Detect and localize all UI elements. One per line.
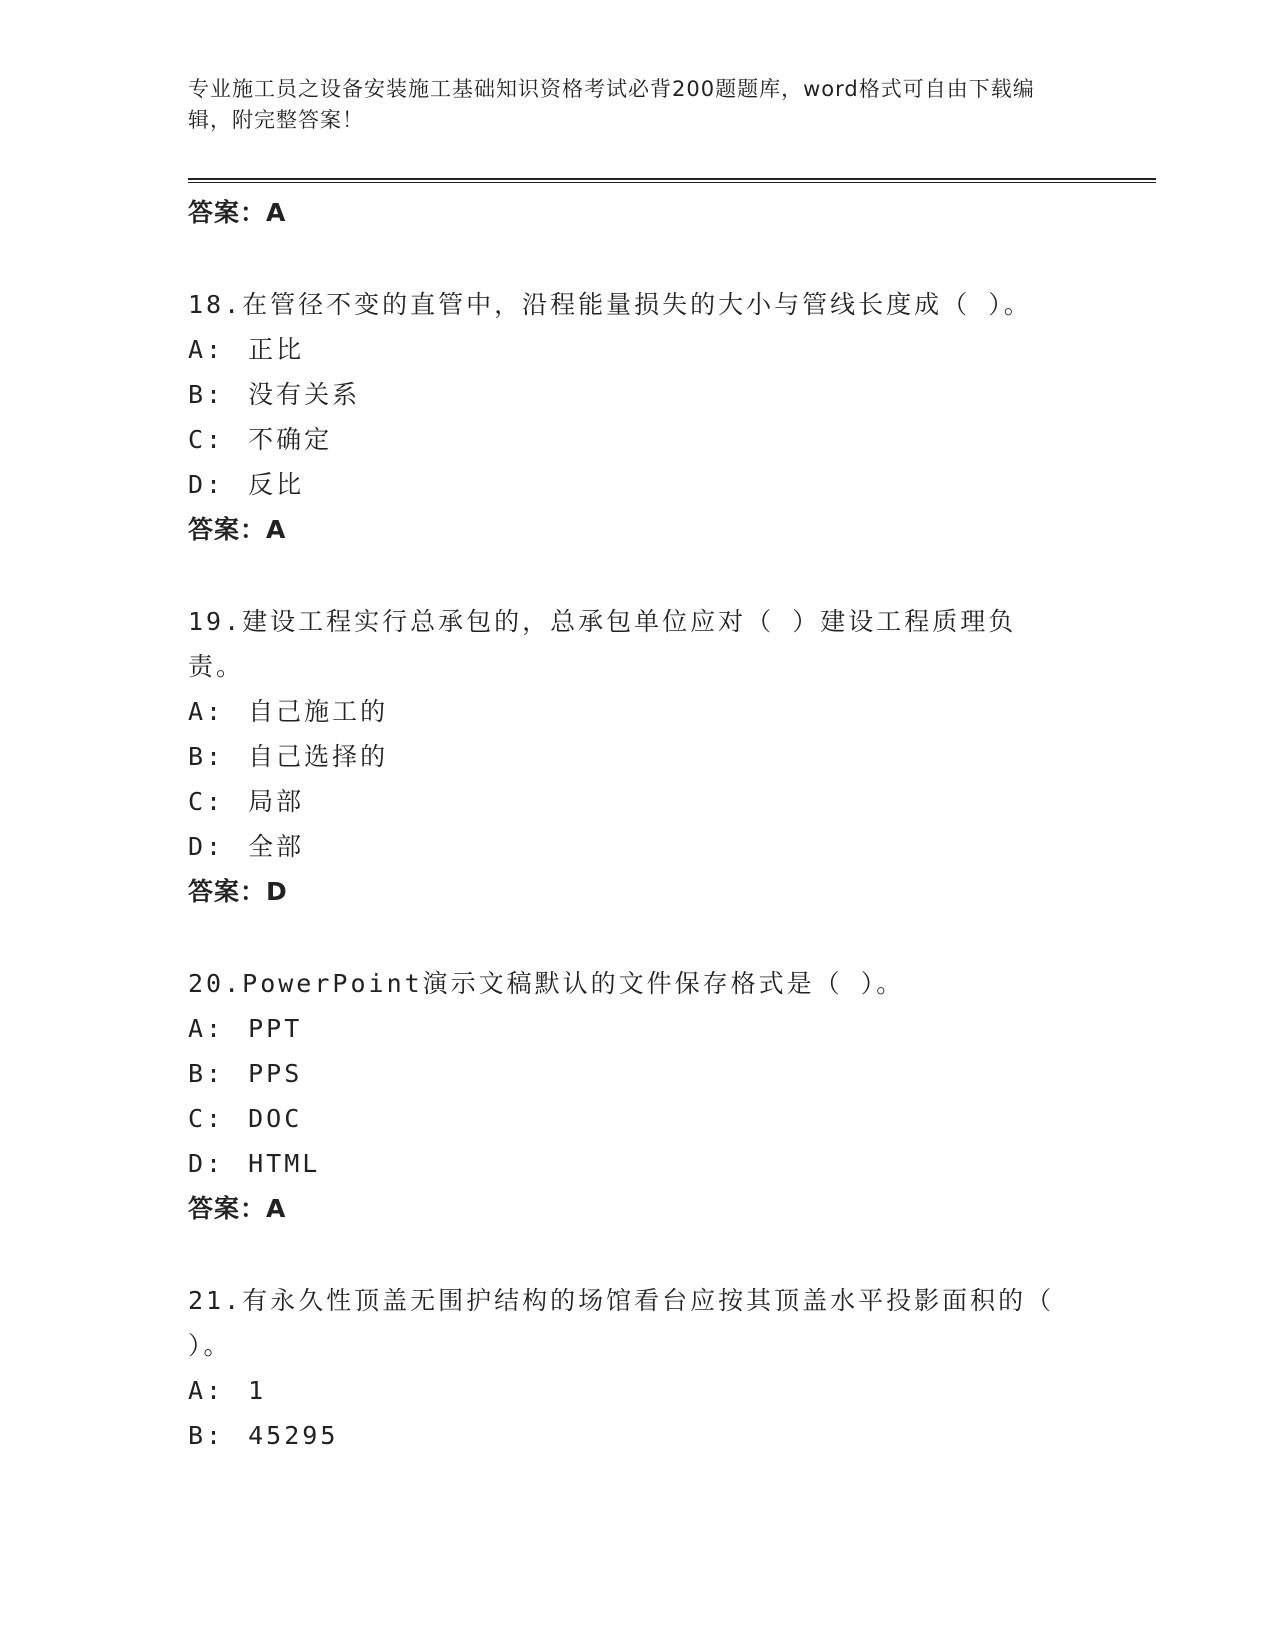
option-a <box>188 1368 1088 1413</box>
option-text: 局部 <box>248 787 305 816</box>
question-body: 在管径不变的直管中，沿程能量损失的大小与管线长度成（ ）。 <box>242 290 1032 319</box>
answer-label: 答案： <box>188 877 267 906</box>
question-number: 20. <box>188 969 243 998</box>
question-number: 21. <box>188 1286 243 1315</box>
answer-line <box>188 869 1088 914</box>
answer-label: 答案： <box>188 515 267 544</box>
spacer <box>188 552 1088 599</box>
option-text: 反比 <box>248 470 305 499</box>
document-header: 专业施工员之设备安装施工基础知识资格考试必背200题题库，word格式可自由下载编辑，附完整答案！ <box>188 77 1035 132</box>
question-body: 有永久性顶盖无围护结构的场馆看台应按其顶盖水平投影面积的（ ）。 <box>188 1286 1055 1360</box>
option-c <box>188 779 1088 824</box>
spacer <box>188 235 1088 282</box>
option-text: 全部 <box>248 832 305 861</box>
option-d <box>188 1141 1088 1186</box>
question-text <box>188 282 1068 327</box>
option-text: 45295 <box>248 1421 339 1450</box>
question-list <box>188 190 1088 1458</box>
question-21 <box>188 1278 1088 1458</box>
question-text <box>188 961 1068 1006</box>
option-letter: B: <box>188 1059 225 1088</box>
option-text: PPS <box>248 1059 303 1088</box>
answer-label: 答案： <box>188 1194 267 1223</box>
option-letter: C: <box>188 1104 225 1133</box>
option-text: 正比 <box>248 335 305 364</box>
answer-line <box>188 507 1088 552</box>
question-text <box>188 599 1068 689</box>
option-d <box>188 462 1088 507</box>
header-rule-thick <box>188 178 1156 180</box>
option-a <box>188 1006 1088 1051</box>
answer-label: 答案： <box>188 198 267 227</box>
question-number: 18. <box>188 290 243 319</box>
option-letter: A: <box>188 1376 225 1405</box>
answer-value: D <box>266 877 288 906</box>
answer-value: A <box>266 515 287 544</box>
option-a <box>188 327 1088 372</box>
option-text: DOC <box>248 1104 303 1133</box>
option-letter: C: <box>188 425 225 454</box>
option-letter: B: <box>188 380 225 409</box>
option-b <box>188 1051 1088 1096</box>
question-18 <box>188 282 1088 552</box>
question-19 <box>188 599 1088 914</box>
option-text: PPT <box>248 1014 303 1043</box>
answer-value: A <box>266 1194 287 1223</box>
option-c <box>188 417 1088 462</box>
option-letter: B: <box>188 1421 225 1450</box>
option-b <box>188 734 1088 779</box>
header-rule-thin <box>188 182 1156 183</box>
spacer <box>188 914 1088 961</box>
question-number: 19. <box>188 607 243 636</box>
option-letter: C: <box>188 787 225 816</box>
option-a <box>188 689 1088 734</box>
option-b <box>188 1413 1088 1458</box>
option-text: HTML <box>248 1149 321 1178</box>
answer-line <box>188 1186 1088 1231</box>
option-text: 不确定 <box>248 425 333 454</box>
question-body: 建设工程实行总承包的，总承包单位应对（ ）建设工程质理负责。 <box>188 607 1017 681</box>
question-text <box>188 1278 1068 1368</box>
answer-line <box>188 190 1088 235</box>
question-20 <box>188 961 1088 1231</box>
spacer <box>188 1231 1088 1278</box>
option-letter: D: <box>188 832 225 861</box>
option-d <box>188 824 1088 869</box>
option-text: 自己施工的 <box>248 697 389 726</box>
option-letter: D: <box>188 470 225 499</box>
option-text: 自己选择的 <box>248 742 389 771</box>
option-letter: A: <box>188 697 225 726</box>
option-letter: A: <box>188 335 225 364</box>
option-letter: D: <box>188 1149 225 1178</box>
option-letter: A: <box>188 1014 225 1043</box>
option-text: 1 <box>248 1376 267 1405</box>
option-letter: B: <box>188 742 225 771</box>
option-b <box>188 372 1088 417</box>
option-text: 没有关系 <box>248 380 361 409</box>
question-body: PowerPoint演示文稿默认的文件保存格式是（ ）。 <box>242 969 905 998</box>
answer-value: A <box>266 198 287 227</box>
option-c <box>188 1096 1088 1141</box>
